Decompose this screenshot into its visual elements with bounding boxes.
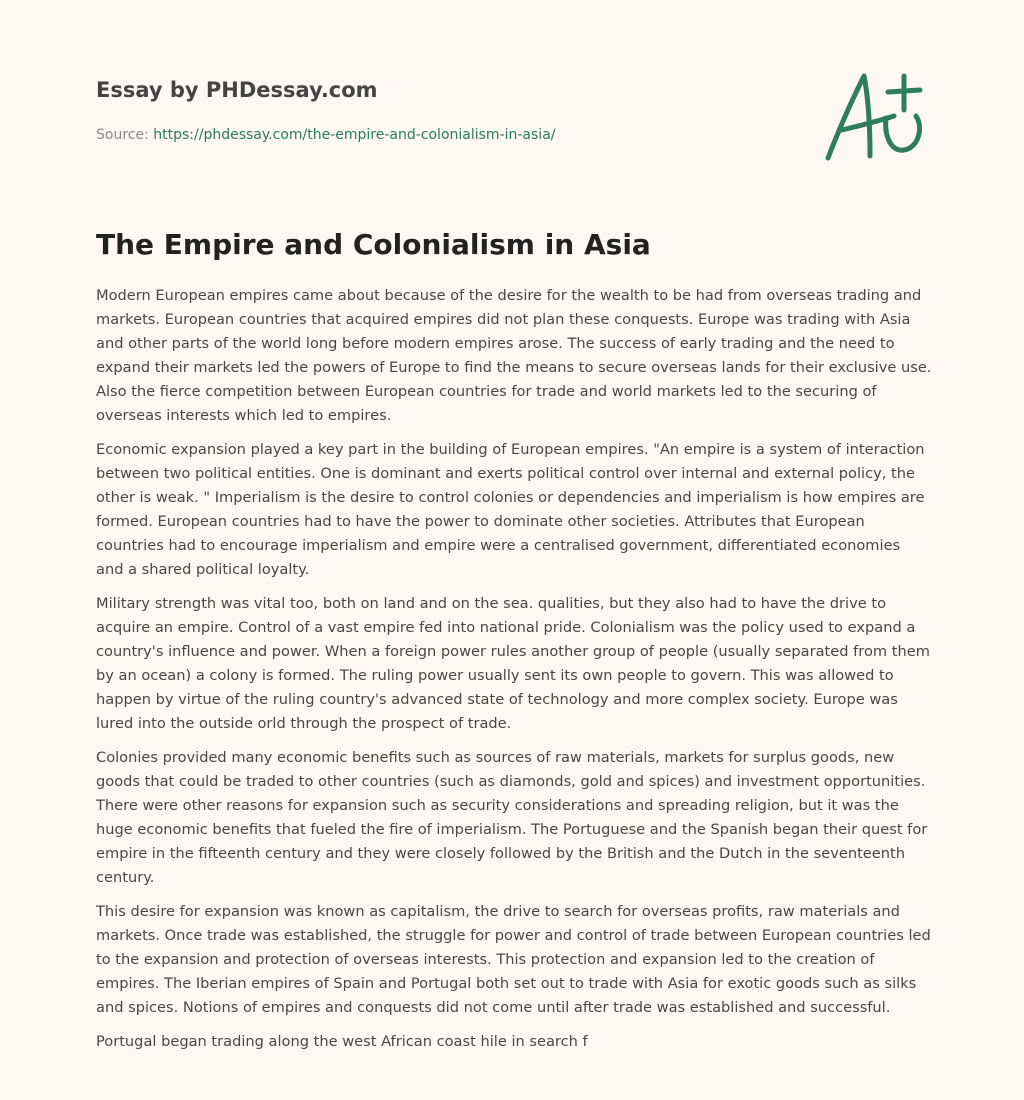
paragraph: Colonies provided many economic benefits such as sources of raw materials, markets for surplus goods, new goods that could be traded to other countries (such as diamonds, gold and spices) and investment opportunities. There were other reasons for expansion such as security considerations and spreading religion, but it was the huge economic benefits that fueled the fire of imperialism. The Portuguese and the Spanish began their quest for empire in the fifteenth century and they were closely followed by the British and the Dutch in the seventeenth century. [96,749,928,886]
source-line [96,125,736,145]
a-plus-logo-icon [820,66,930,166]
essay-title: The Empire and Colonialism in Asia [96,228,651,261]
site-brand: Essay by PHDessay.com [96,78,378,102]
paragraph: Economic expansion played a key part in the building of European empires. "An empire is a system of interaction between two political entities. One is dominant and exerts political control over internal and external policy, the other is weak. " Imperialism is the desire to control colonies or dependencies and imperialism is how empires are formed. European countries had to have the power to dominate other societies. Attributes that European countries had to encourage imperialism and empire were a centralised government, differentiated economies and a shared political loyalty. [96,441,925,578]
source-link[interactable]: https://phdessay.com/the-empire-and-colonialism-in-asia/ [153,127,556,143]
essay-body [96,284,932,1064]
page-header [96,76,736,145]
paragraph: Modern European empires came about because of the desire for the wealth to be had from overseas trading and markets. European countries that acquired empires did not plan these conquests. Europe was trading with Asia and other parts of the world long before modern empires arose. The success of early trading and the need to expand their markets led the powers of Europe to find the means to secure overseas lands for their exclusive use. Also the fierce competition between European countries for trade and world markets led to the securing of overseas interests which led to empires. [96,287,932,424]
paragraph: Portugal began trading along the west African coast hile in search f [96,1033,588,1050]
paragraph: Military strength was vital too, both on land and on the sea. qualities, but they also had to have the drive to acquire an empire. Control of a vast empire fed into national pride. Colonialism was the policy used to expand a country's influence and power. When a foreign power rules another group of people (usually separated from them by an ocean) a colony is formed. The ruling power usually sent its own people to govern. This was allowed to happen by virtue of the ruling country's advanced state of technology and more complex society. Europe was lured into the outside orld through the prospect of trade. [96,595,930,732]
paragraph: This desire for expansion was known as capitalism, the drive to search for overseas profits, raw materials and markets. Once trade was established, the struggle for power and control of trade between European countries led to the expansion and protection of overseas interests. This protection and expansion led to the creation of empires. The Iberian empires of Spain and Portugal both set out to trade with Asia for exotic goods such as silks and spices. Notions of empires and conquests did not come until after trade was established and successful. [96,903,931,1016]
source-label: Source: [96,127,154,143]
